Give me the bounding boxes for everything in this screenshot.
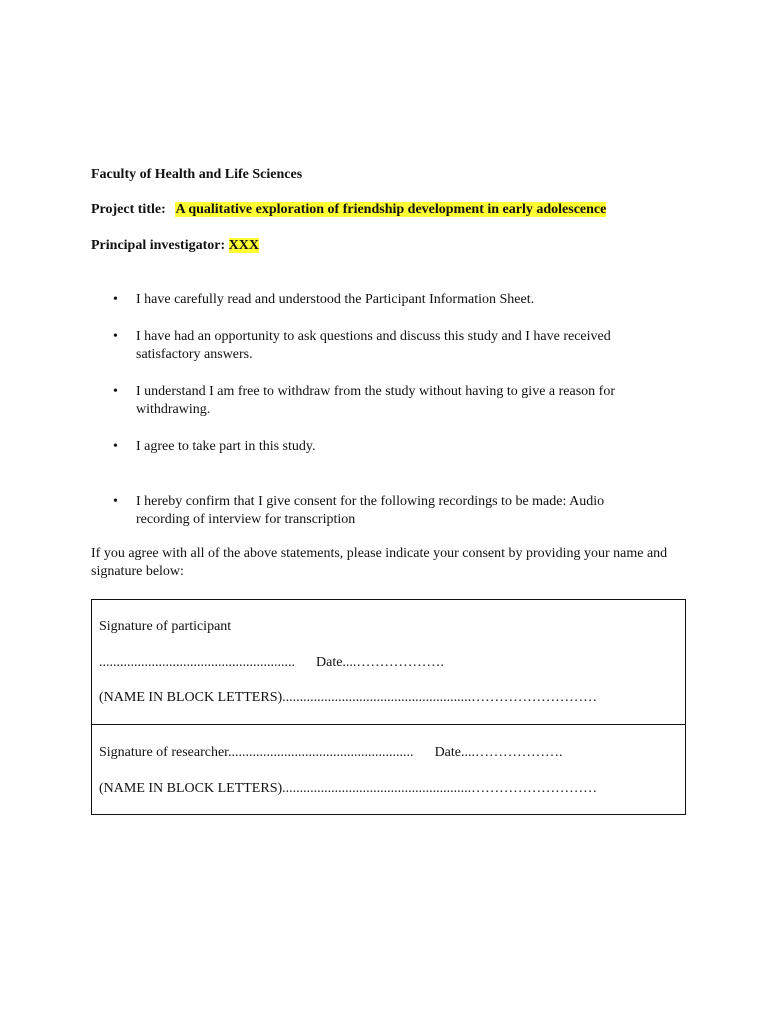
table-divider	[92, 724, 685, 725]
bullet-marker: •	[113, 439, 118, 454]
statement-text: I understand I am free to withdraw from the study without having to give a reason for withdrawing.	[136, 384, 615, 417]
project-title-value: A qualitative exploration of friendship development in early adolescence	[175, 202, 607, 217]
participant-signature-label: Signature of participant	[99, 619, 232, 634]
investigator-row	[91, 237, 259, 255]
researcher-signature-row	[99, 744, 563, 762]
statement-text: I hereby confirm that I give consent for the following recordings to be made: Audio recording of interview for transcription	[136, 494, 605, 527]
statement-text: I agree to take part in this study.	[136, 439, 316, 454]
investigator-value: XXX	[228, 238, 259, 253]
statement-text: I have had an opportunity to ask questions and discuss this study and I have received satisfactory answers.	[136, 329, 611, 362]
bullet-marker: •	[113, 494, 118, 509]
participant-signature-row	[99, 654, 444, 672]
bullet-marker: •	[113, 329, 118, 344]
project-title-label: Project title:	[91, 202, 166, 217]
researcher-signature-field[interactable]: Signature of researcher.....................................................	[99, 745, 414, 760]
consent-instruction: If you agree with all of the above statements, please indicate your consent by providing your name and signature below:	[91, 546, 668, 579]
investigator-label: Principal investigator:	[91, 238, 226, 253]
project-title-row	[91, 201, 606, 219]
bullet-marker: •	[113, 384, 118, 399]
statement-text: I have carefully read and understood the Participant Information Sheet.	[136, 292, 535, 307]
participant-name-field[interactable]: (NAME IN BLOCK LETTERS)......................................................………………………	[99, 690, 598, 705]
researcher-name-field[interactable]: (NAME IN BLOCK LETTERS)......................................................………………………	[99, 781, 598, 796]
signature-table	[91, 599, 686, 815]
faculty-heading: Faculty of Health and Life Sciences	[91, 167, 303, 182]
bullet-marker: •	[113, 292, 118, 307]
participant-date-field[interactable]: Date....……………….	[316, 655, 444, 670]
researcher-date-field[interactable]: Date....……………….	[434, 745, 563, 760]
participant-signature-line[interactable]: ........................................................	[99, 655, 295, 670]
